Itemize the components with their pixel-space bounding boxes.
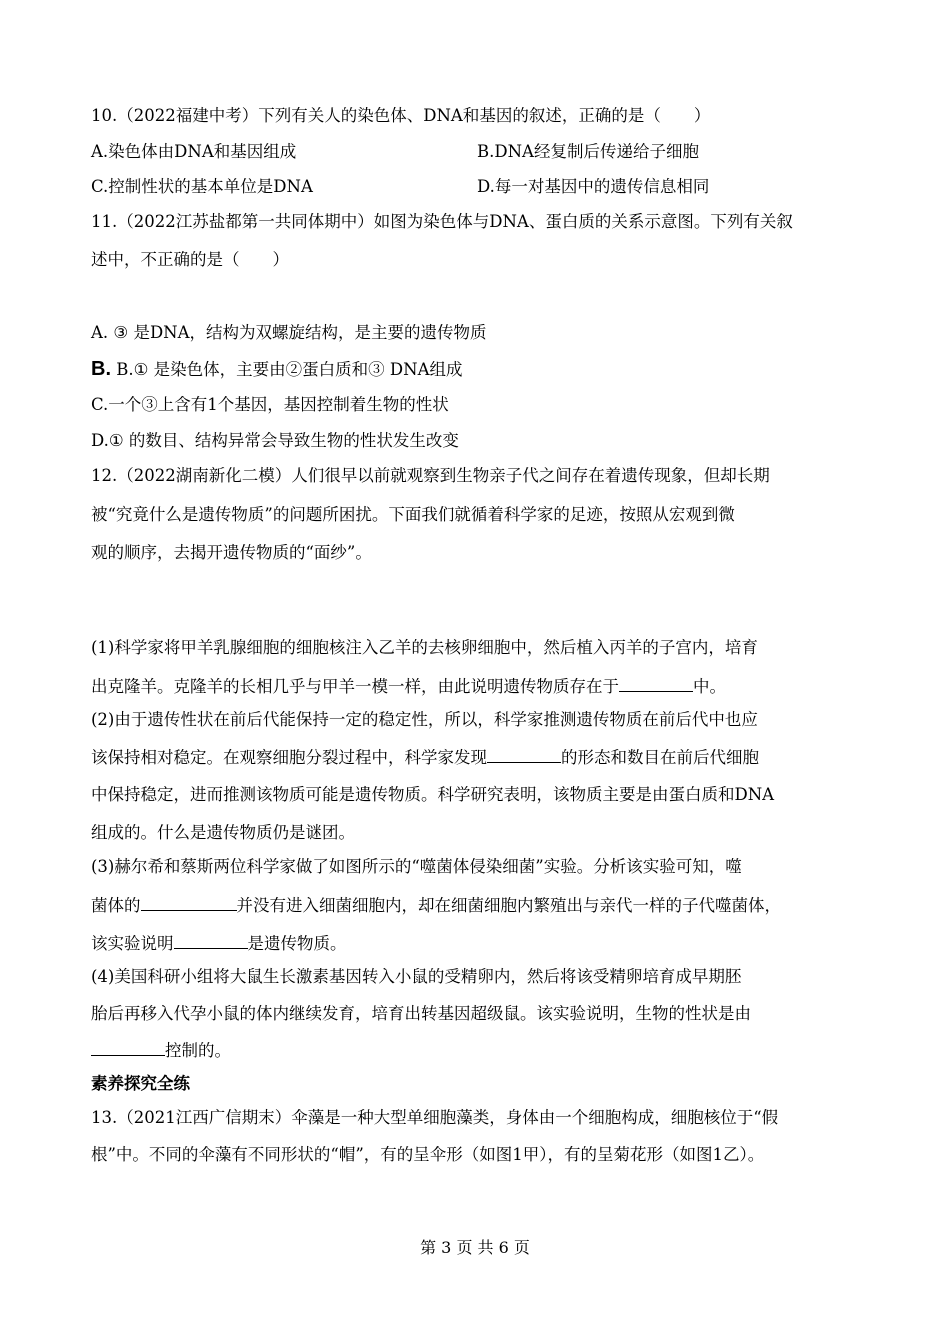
- q12-part3-line1: (3)赫尔希和蔡斯两位科学家做了如图所示的“噬菌体侵染细菌”实验。分析该实验可知，噬: [91, 857, 742, 876]
- q11-stem-line2: 述中，不正确的是（ ）: [91, 250, 289, 269]
- q12-part2-text: 该保持相对稳定。在观察细胞分裂过程中，科学家发现: [91, 748, 487, 767]
- page-footer: 第 3 页 共 6 页: [420, 1238, 530, 1257]
- q12-part4-suffix: 控制的。: [165, 1041, 231, 1060]
- q12-part3-suffix2: 是遗传物质。: [247, 934, 347, 953]
- q12-part1-text: 出克隆羊。克隆羊的长相几乎与甲羊一模一样，由此说明遗传物质存在于: [91, 677, 619, 696]
- q12-part3-text2: 该实验说明: [91, 934, 174, 953]
- q12-part2-line2: [91, 746, 759, 769]
- answer-blank-2[interactable]: [487, 746, 561, 763]
- q12-part4-line3: [91, 1039, 231, 1062]
- q10-option-a: A.染色体由DNA和基因组成: [91, 142, 297, 161]
- q12-stem-line2: 被“究竟什么是遗传物质”的问题所困扰。下面我们就循着科学家的足迹，按照从宏观到微: [91, 505, 735, 524]
- q11-option-c: C.一个③上含有1个基因，基因控制着生物的性状: [91, 395, 449, 414]
- q11-option-b: [91, 358, 462, 381]
- q13-stem-line1: 13.（2021江西广信期末）伞藻是一种大型单细胞藻类，身体由一个细胞构成，细胞核位于“假: [91, 1108, 779, 1127]
- q11-option-a: A. ③ 是DNA，结构为双螺旋结构，是主要的遗传物质: [91, 323, 487, 342]
- q11-stem-line1: 11.（2022江苏盐都第一共同体期中）如图为染色体与DNA、蛋白质的关系示意图。下列有关叙: [91, 212, 793, 231]
- answer-blank-1[interactable]: [619, 675, 693, 692]
- q11-option-b-prefix: B.: [91, 358, 111, 380]
- answer-blank-3[interactable]: [141, 894, 237, 911]
- q12-part1-line1: (1)科学家将甲羊乳腺细胞的细胞核注入乙羊的去核卵细胞中，然后植入丙羊的子宫内，培育: [91, 638, 758, 657]
- q12-part2-line4: 组成的。什么是遗传物质仍是谜团。: [91, 823, 355, 842]
- q12-part4-line2: 胎后再移入代孕小鼠的体内继续发育，培育出转基因超级鼠。该实验说明，生物的性状是由: [91, 1004, 751, 1023]
- q12-part2-suffix: 的形态和数目在前后代细胞: [561, 748, 759, 767]
- q12-part1-suffix: 中。: [693, 677, 726, 696]
- q11-option-d: D.① 的数目、结构异常会导致生物的性状发生改变: [91, 431, 459, 450]
- q12-stem-line3: 观的顺序，去揭开遗传物质的“面纱”。: [91, 543, 372, 562]
- q12-part3-line2: [91, 894, 781, 917]
- q11-option-b-text: B.① 是染色体，主要由②蛋白质和③ DNA组成: [111, 360, 463, 379]
- q12-stem-line1: 12.（2022湖南新化二模）人们很早以前就观察到生物亲子代之间存在着遗传现象，但却长期: [91, 466, 770, 485]
- q13-stem-line2: 根”中。不同的伞藻有不同形状的“帽”，有的呈伞形（如图1甲），有的呈菊花形（如图1乙）。: [91, 1145, 765, 1164]
- q12-part3-line3: [91, 932, 347, 955]
- q12-part3-suffix: 并没有进入细菌细胞内，却在细菌细胞内繁殖出与亲代一样的子代噬菌体，: [236, 896, 781, 915]
- q10-option-d: D.每一对基因中的遗传信息相同: [477, 177, 710, 196]
- q12-part4-line1: (4)美国科研小组将大鼠生长激素基因转入小鼠的受精卵内，然后将该受精卵培育成早期胚: [91, 967, 742, 986]
- q10-option-c: C.控制性状的基本单位是DNA: [91, 177, 313, 196]
- answer-blank-4[interactable]: [174, 932, 248, 949]
- answer-blank-5[interactable]: [91, 1039, 165, 1056]
- q12-part2-line3: 中保持稳定，进而推测该物质可能是遗传物质。科学研究表明，该物质主要是由蛋白质和DNA: [91, 785, 775, 804]
- section-title: 素养探究全练: [91, 1074, 190, 1093]
- q12-part1-line2: [91, 675, 726, 698]
- q10-stem: 10.（2022福建中考）下列有关人的染色体、DNA和基因的叙述，正确的是（ ）: [91, 106, 711, 125]
- q10-option-b: B.DNA经复制后传递给子细胞: [477, 142, 699, 161]
- q12-part3-text: 菌体的: [91, 896, 141, 915]
- q12-part2-line1: (2)由于遗传性状在前后代能保持一定的稳定性，所以，科学家推测遗传物质在前后代中也应: [91, 710, 758, 729]
